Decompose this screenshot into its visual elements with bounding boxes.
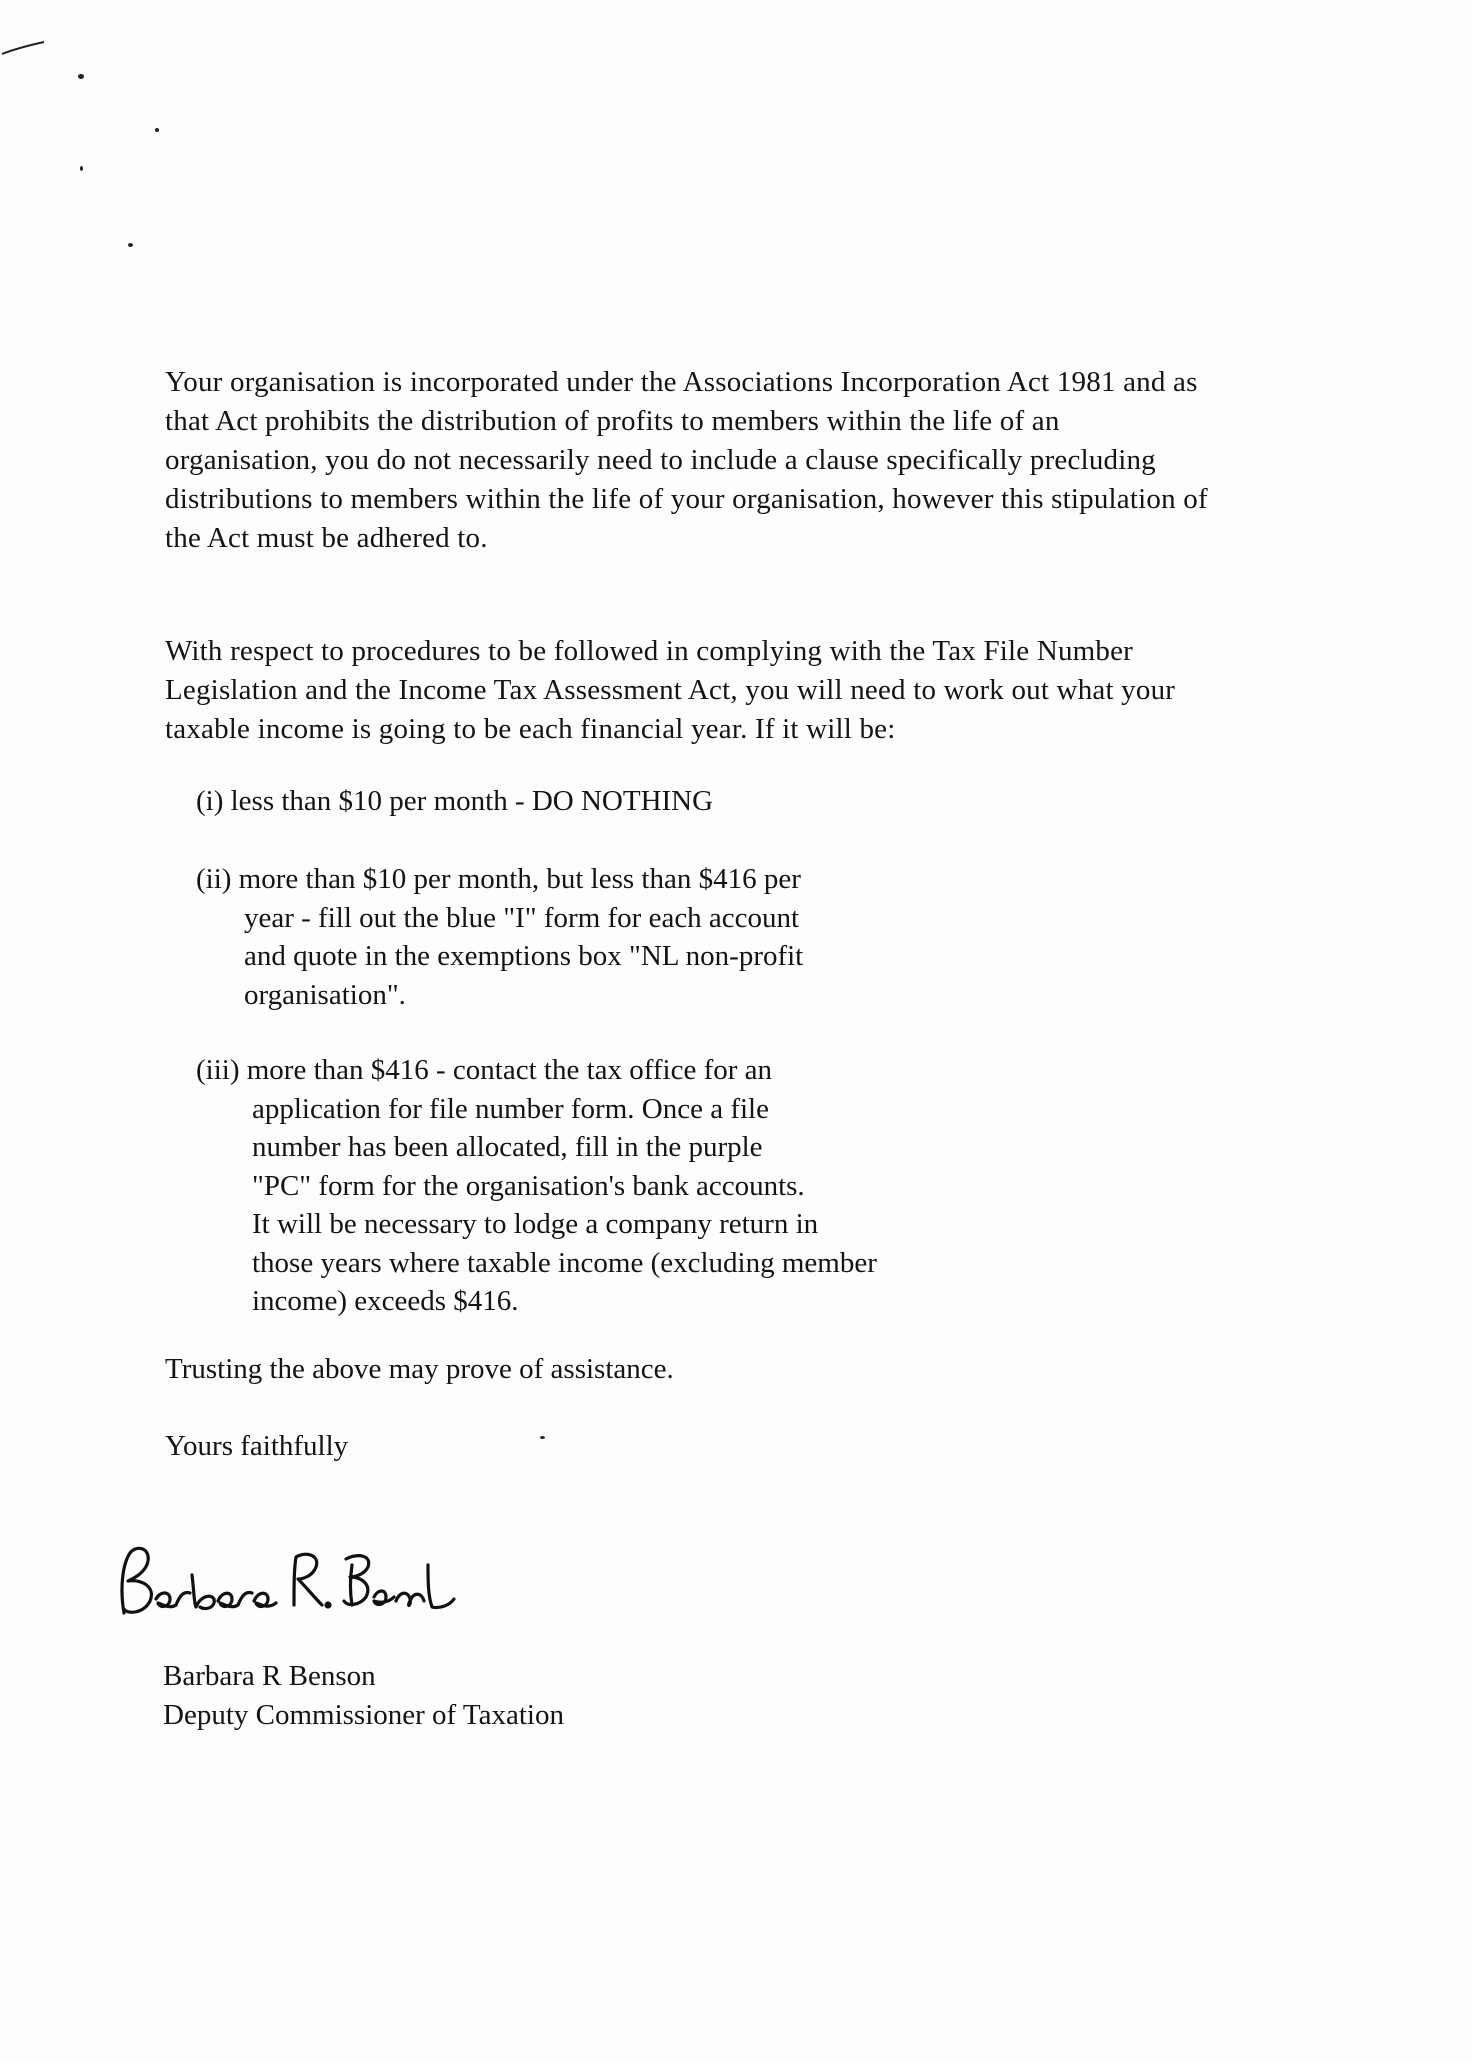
text-line: It will be necessary to lodge a company return in (252, 1208, 819, 1240)
scan-speck (78, 74, 84, 79)
paragraph-incorporation (165, 363, 1345, 558)
text-line: "PC" form for the organisation's bank accounts. (252, 1169, 805, 1202)
text-line: and quote in the exemptions box "NL non-profit (244, 940, 804, 972)
scan-speck (540, 1436, 545, 1439)
text-line: Legislation and the Income Tax Assessment Act, you will need to work out what your (165, 674, 1176, 706)
list-item-iii (196, 1051, 877, 1321)
text-line: income) exceeds $416. (252, 1285, 519, 1317)
text-line: number has been allocated, fill in the purple (252, 1131, 763, 1163)
scan-mark (0, 30, 50, 60)
text-line: (ii) more than $10 per month, but less than $416 per (196, 863, 801, 895)
list-item-i (196, 782, 713, 821)
paragraph-procedures (165, 632, 1345, 749)
text-line: (iii) more than $416 - contact the tax office for an (196, 1054, 773, 1086)
text-line: application for file number form. Once a file (252, 1092, 769, 1125)
scan-speck (128, 243, 133, 247)
text-line: (i) less than $10 per month - DO NOTHING (196, 785, 714, 817)
signatory-name: Barbara R Benson (163, 1660, 376, 1692)
text-line: distributions to members within the life of your organisation, however this stipulation of (165, 483, 1208, 515)
text-line: organisation, you do not necessarily need to include a clause specifically precluding (165, 444, 1156, 476)
text-line: that Act prohibits the distribution of profits to members within the life of an (165, 405, 1060, 437)
scan-speck (80, 166, 83, 171)
text-line: year - fill out the blue "I" form for each account (244, 901, 800, 934)
text-line: Your organisation is incorporated under the Associations Incorporation Act 1981 and as (165, 366, 1198, 398)
list-item-ii (196, 860, 803, 1014)
signature (110, 1535, 470, 1635)
text-line: organisation". (244, 978, 406, 1011)
text-line: the Act must be adhered to. (165, 522, 488, 554)
text-line: With respect to procedures to be followed in complying with the Tax File Number (165, 635, 1134, 667)
text-line: taxable income is going to be each financial year. If it will be: (165, 713, 896, 745)
scan-speck (155, 128, 159, 132)
valediction: Yours faithfully (165, 1430, 349, 1462)
signatory-title: Deputy Commissioner of Taxation (163, 1699, 564, 1731)
signatory-block (163, 1657, 564, 1735)
text-line: those years where taxable income (excluding member (252, 1246, 877, 1279)
closing-line: Trusting the above may prove of assistance. (165, 1353, 674, 1385)
